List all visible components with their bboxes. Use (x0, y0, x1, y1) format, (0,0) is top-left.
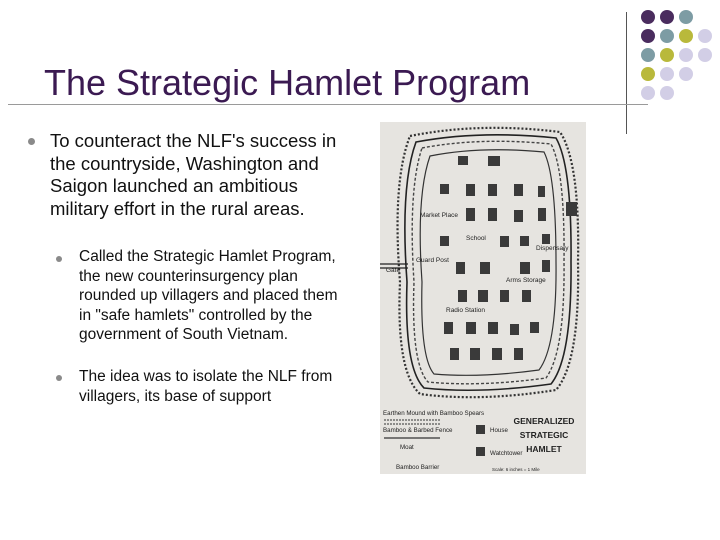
bullet-marker (28, 138, 35, 145)
house (514, 348, 523, 360)
label-radio-station: Radio Station (446, 307, 486, 314)
sub-bullet-marker (56, 375, 62, 381)
legend-barrier: Bamboo Barrier (396, 464, 440, 471)
legend-house-swatch (476, 425, 485, 434)
house (520, 262, 530, 274)
house (466, 322, 476, 334)
decorative-dot (679, 48, 693, 62)
sub-bullet-text: The idea was to isolate the NLF from villagers, its base of support (79, 368, 333, 405)
house (530, 322, 539, 333)
house (466, 184, 475, 196)
house (488, 322, 498, 334)
legend-house: House (490, 427, 508, 434)
decorative-dot (660, 48, 674, 62)
house (470, 348, 480, 360)
decorative-dot (660, 10, 674, 24)
legend-watchtower-swatch (476, 447, 485, 456)
house (444, 322, 453, 334)
label-guard-post: Guard Post (416, 257, 449, 264)
sub-bullet-marker (56, 256, 62, 262)
map-scale: Scale: 6 inches = 1 Mile (492, 467, 540, 472)
house (566, 202, 577, 216)
decorative-dot (660, 29, 674, 43)
house (538, 208, 546, 221)
house (522, 290, 531, 302)
house (500, 236, 509, 247)
label-market-place: Market Place (420, 212, 458, 219)
vertical-divider (626, 12, 627, 134)
label-school: School (466, 235, 486, 242)
decorative-dot (679, 10, 693, 24)
house (466, 208, 475, 221)
map-heading-line-2: STRATEGIC (519, 430, 569, 440)
map-heading-line-1: GENERALIZED (513, 416, 575, 426)
house (450, 348, 459, 360)
house (538, 186, 545, 197)
house (542, 260, 550, 272)
decorative-dot (641, 48, 655, 62)
house (488, 208, 497, 221)
legend-moat: Moat (400, 444, 414, 451)
house (514, 184, 523, 196)
decorative-dot (641, 67, 655, 81)
main-bullet-text: To counteract the NLF's success in the countryside, Washington and Saigon launched an ambitious military effort in the rural areas. (50, 130, 337, 219)
house (500, 290, 509, 302)
label-arms-storage: Arms Storage (506, 277, 546, 284)
decorative-dot (679, 67, 693, 81)
decorative-dot (679, 29, 693, 43)
decorative-dot (641, 10, 655, 24)
label-dispensary: Dispensary (536, 245, 569, 252)
legend-watchtower: Watchtower (490, 450, 523, 457)
house (492, 348, 502, 360)
house (480, 262, 490, 274)
horizontal-divider (8, 104, 648, 105)
house (488, 184, 497, 196)
house (458, 290, 467, 302)
house (478, 290, 488, 302)
map-heading-line-3: HAMLET (526, 444, 562, 454)
decorative-dot (698, 29, 712, 43)
label-gate: Gate (386, 267, 401, 274)
decorative-dot (660, 86, 674, 100)
house (458, 156, 468, 165)
house (510, 324, 519, 335)
hamlet-map-drawing (380, 122, 586, 474)
sub-bullet-text: Called the Strategic Hamlet Program, the new counterinsurgency plan rounded up villagers and placed them in "safe hamlets" controlled by the government of South Vietnam. (79, 248, 338, 343)
decorative-dot (641, 29, 655, 43)
house (456, 262, 465, 274)
decorative-dot (660, 67, 674, 81)
legend-fence: Bamboo & Barbed Fence (383, 427, 453, 434)
legend-mound: Earthen Mound with Bamboo Spears (383, 410, 485, 417)
house (440, 184, 449, 194)
decorative-dot (641, 86, 655, 100)
strategic-hamlet-map (380, 122, 586, 474)
decorative-dot (698, 48, 712, 62)
house (520, 236, 529, 246)
house (542, 234, 550, 244)
slide-title: The Strategic Hamlet Program (44, 62, 531, 103)
house (514, 210, 523, 222)
house (440, 236, 449, 246)
house (488, 156, 500, 166)
